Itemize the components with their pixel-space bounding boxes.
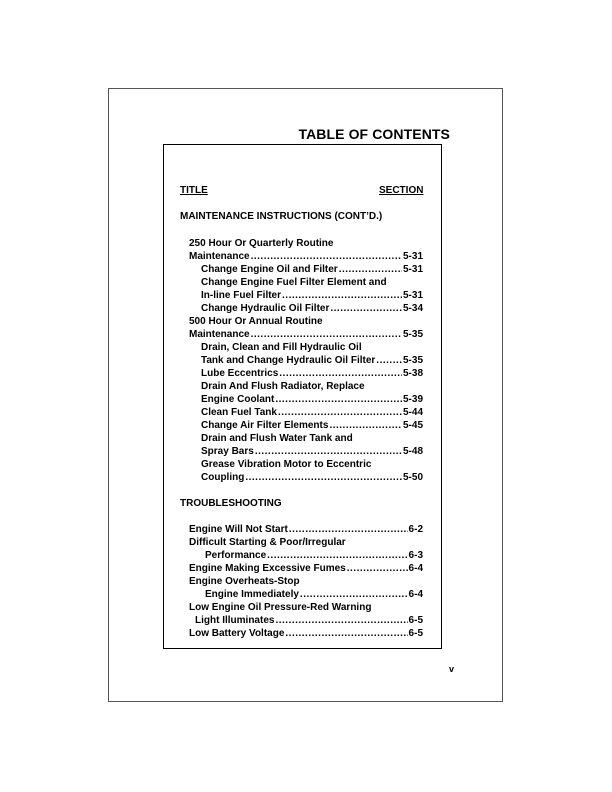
entry-label: Clean Fuel Tank bbox=[201, 407, 277, 418]
entry-label: Coupling bbox=[201, 472, 245, 483]
leader-dots bbox=[275, 393, 402, 406]
entry-page: 6-5 bbox=[408, 615, 423, 626]
toc-entry bbox=[201, 263, 423, 276]
entry-label: Performance bbox=[205, 550, 267, 561]
entry-page: 6-3 bbox=[408, 550, 423, 561]
entry-page: 6-4 bbox=[408, 563, 423, 574]
toc-entry bbox=[189, 523, 423, 536]
entry-page: 5-31 bbox=[402, 264, 423, 275]
leader-dots bbox=[278, 406, 402, 419]
toc-entry: Drain and Flush Water Tank and bbox=[201, 433, 353, 444]
entry-page: 6-5 bbox=[408, 628, 423, 639]
toc-entry: 250 Hour Or Quarterly Routine bbox=[189, 238, 334, 249]
entry-label: Engine Making Excessive Fumes bbox=[189, 563, 346, 574]
leader-dots bbox=[275, 614, 407, 627]
toc-entry bbox=[201, 406, 423, 419]
leader-dots bbox=[251, 328, 402, 341]
leader-dots bbox=[255, 445, 402, 458]
section-column-header: SECTION bbox=[379, 185, 424, 196]
toc-entry: Engine Overheats-Stop bbox=[189, 576, 300, 587]
leader-dots bbox=[245, 471, 402, 484]
title-column-header: TITLE bbox=[180, 185, 208, 196]
entry-label: Lube Eccentrics bbox=[201, 368, 279, 379]
entry-page: 5-31 bbox=[402, 290, 423, 301]
toc-entry: Change Engine Fuel Filter Element and bbox=[201, 277, 387, 288]
entry-page: 5-38 bbox=[402, 368, 423, 379]
entry-label: Tank and Change Hydraulic Oil Filter bbox=[201, 355, 376, 366]
entry-page: 5-50 bbox=[402, 472, 423, 483]
entry-label: Engine Immediately bbox=[205, 589, 299, 600]
leader-dots bbox=[376, 354, 402, 367]
toc-entry bbox=[201, 471, 423, 484]
toc-entry bbox=[189, 328, 423, 341]
toc-entry: 500 Hour Or Annual Routine bbox=[189, 316, 323, 327]
entry-page: 5-44 bbox=[402, 407, 423, 418]
leader-dots bbox=[279, 367, 402, 380]
leader-dots bbox=[282, 289, 402, 302]
entry-page: 5-35 bbox=[402, 355, 423, 366]
toc-entry bbox=[201, 354, 423, 367]
leader-dots bbox=[285, 627, 407, 640]
entry-page: 5-31 bbox=[402, 251, 423, 262]
section-heading-troubleshooting: TROUBLESHOOTING bbox=[180, 498, 282, 509]
entry-label: Change Hydraulic Oil Filter bbox=[201, 303, 330, 314]
leader-dots bbox=[289, 523, 408, 536]
entry-page: 6-4 bbox=[408, 589, 423, 600]
section-heading-maintenance: MAINTENANCE INSTRUCTIONS (CONT’D.) bbox=[180, 211, 383, 222]
toc-entry bbox=[195, 614, 423, 627]
leader-dots bbox=[339, 263, 402, 276]
leader-dots bbox=[267, 549, 407, 562]
entry-page: 6-2 bbox=[408, 524, 423, 535]
toc-entry: Grease Vibration Motor to Eccentric bbox=[201, 459, 372, 470]
entry-label: Change Engine Oil and Filter bbox=[201, 264, 338, 275]
entry-label: Engine Coolant bbox=[201, 394, 275, 405]
toc-entry bbox=[201, 367, 423, 380]
leader-dots bbox=[251, 250, 402, 263]
toc-entry bbox=[201, 445, 423, 458]
entry-label: In-line Fuel Filter bbox=[201, 290, 282, 301]
leader-dots bbox=[330, 302, 402, 315]
toc-entry bbox=[201, 419, 423, 432]
entry-page: 5-35 bbox=[402, 329, 423, 340]
entry-label: Light Illuminates bbox=[195, 615, 275, 626]
entry-label: Engine Will Not Start bbox=[189, 524, 288, 535]
toc-entry: Drain And Flush Radiator, Replace bbox=[201, 381, 365, 392]
toc-entry bbox=[201, 289, 423, 302]
toc-entry bbox=[189, 562, 423, 575]
leader-dots bbox=[300, 588, 408, 601]
entry-label: Maintenance bbox=[189, 329, 250, 340]
toc-entry: Difficult Starting & Poor/Irregular bbox=[189, 537, 346, 548]
toc-entry: Drain, Clean and Fill Hydraulic Oil bbox=[201, 342, 362, 353]
entry-page: 5-48 bbox=[402, 446, 423, 457]
entry-label: Change Air Filter Elements bbox=[201, 420, 329, 431]
toc-entry bbox=[189, 627, 423, 640]
toc-entry bbox=[205, 588, 423, 601]
entry-label: Low Battery Voltage bbox=[189, 628, 285, 639]
entry-label: Spray Bars bbox=[201, 446, 254, 457]
toc-entry: Low Engine Oil Pressure-Red Warning bbox=[189, 602, 372, 613]
toc-entry bbox=[189, 250, 423, 263]
entry-page: 5-39 bbox=[402, 394, 423, 405]
toc-entry bbox=[201, 393, 423, 406]
toc-entry bbox=[201, 302, 423, 315]
leader-dots bbox=[347, 562, 408, 575]
entry-page: 5-45 bbox=[402, 420, 423, 431]
toc-entry bbox=[205, 549, 423, 562]
leader-dots bbox=[329, 419, 402, 432]
entry-label: Maintenance bbox=[189, 251, 250, 262]
entry-page: 5-34 bbox=[402, 303, 423, 314]
page-title: TABLE OF CONTENTS bbox=[298, 126, 450, 142]
page-number: v bbox=[449, 664, 455, 674]
